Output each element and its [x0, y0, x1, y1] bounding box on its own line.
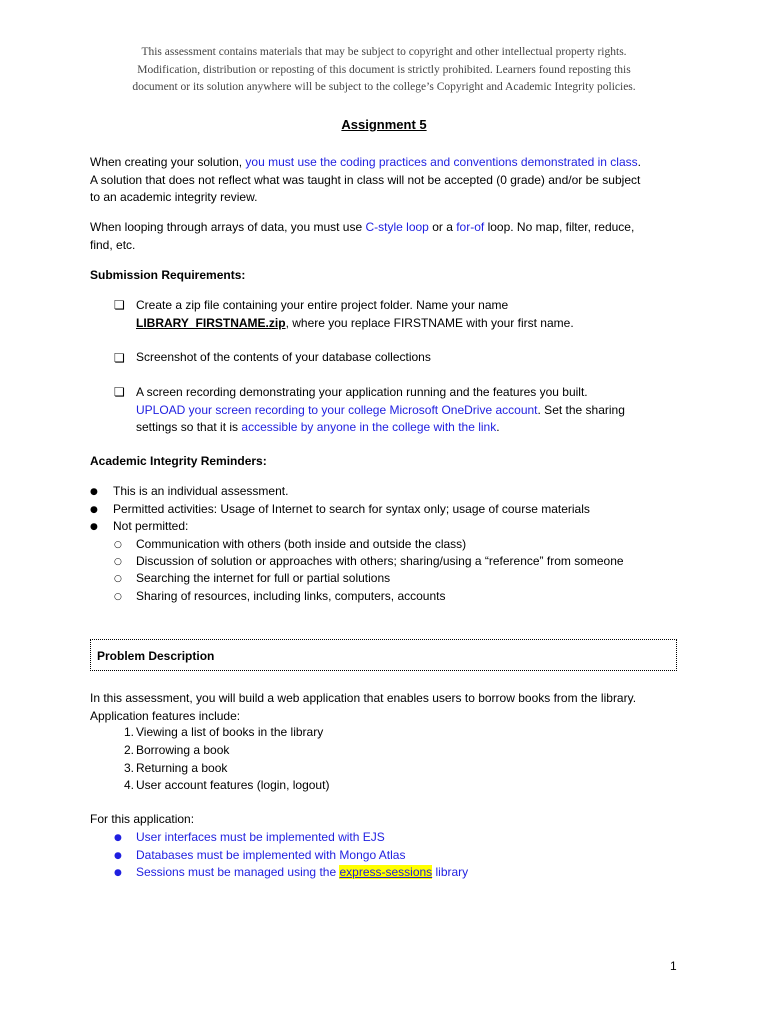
submission-item-3	[136, 384, 696, 437]
integrity-sub-bullet-4: Sharing of resources, including links, computers, accounts	[136, 589, 446, 603]
bullet-icon: ●	[90, 522, 98, 532]
list-number: 4.	[123, 778, 134, 792]
intro-paragraph-2	[90, 219, 690, 254]
checkbox-icon[interactable]: ❏	[114, 298, 125, 312]
notice-line-3: document or its solution anywhere will be subject to the college’s Copyright and Academic Integrity policies.	[132, 81, 636, 93]
submission-item-3-after: . Set the sharing	[537, 402, 625, 417]
intro-p1-line3: to an academic integrity review.	[90, 190, 258, 204]
for-this-application: For this application:	[90, 812, 195, 826]
integrity-bullet-2: Permitted activities: Usage of Internet to search for syntax only; usage of course materials	[113, 502, 590, 516]
circle-bullet-icon: ○	[114, 540, 122, 550]
intro-p2-text: When looping through arrays of data, you must use	[90, 220, 366, 234]
feature-item-3: Returning a book	[136, 761, 228, 775]
notice-line-2: Modification, distribution or reposting of this document is strictly prohibited. Learners found reposting this	[137, 63, 631, 76]
bullet-icon: ●	[90, 505, 98, 515]
sharing-period: .	[496, 420, 500, 434]
express-sessions-highlight: express-sessions	[339, 865, 433, 879]
page-title: Assignment 5	[341, 117, 427, 132]
problem-description-box	[90, 639, 677, 671]
integrity-bullet-3: Not permitted:	[113, 519, 189, 533]
bullet-icon: ●	[114, 833, 122, 843]
upload-instruction: UPLOAD your screen recording to your college Microsoft OneDrive account	[136, 402, 538, 417]
sessions-text: Sessions must be managed using the	[136, 865, 340, 879]
zip-filename: LIBRARY_FIRSTNAME.zip	[136, 315, 286, 330]
page-number: 1	[670, 959, 677, 973]
intro-p2-rest: loop. No map, filter, reduce,	[484, 220, 635, 234]
feature-item-2: Borrowing a book	[136, 743, 230, 757]
requirement-ejs: User interfaces must be implemented with EJS	[136, 830, 385, 844]
submission-item-2: Screenshot of the contents of your database collections	[136, 350, 431, 364]
intro-p1-text: When creating your solution,	[90, 155, 246, 169]
intro-p1-period: .	[637, 155, 641, 169]
problem-paragraph	[90, 690, 690, 725]
feature-item-4: User account features (login, logout)	[136, 778, 330, 792]
problem-p1: In this assessment, you will build a web application that enables users to borrow books from the library.	[90, 691, 637, 705]
circle-bullet-icon: ○	[114, 592, 122, 602]
notice-line-1: This assessment contains materials that may be subject to copyright and other intellectual property rights.	[141, 46, 627, 58]
requirement-sessions	[136, 864, 696, 882]
c-style-loop: C-style loop	[365, 220, 429, 234]
bullet-icon: ●	[114, 851, 122, 861]
sharing-access-instruction: accessible by anyone in the college with the link	[241, 420, 497, 434]
submission-item-3-line1: A screen recording demonstrating your application running and the features you built.	[136, 385, 588, 399]
for-of-loop: for-of	[456, 220, 485, 234]
integrity-sub-bullet-2: Discussion of solution or approaches with others; sharing/using a “reference” from someone	[136, 554, 624, 568]
submission-item-1-rest: , where you replace FIRSTNAME with your first name.	[285, 315, 574, 330]
integrity-heading: Academic Integrity Reminders:	[90, 454, 267, 468]
circle-bullet-icon: ○	[114, 574, 122, 584]
integrity-sub-bullet-3: Searching the internet for full or partial solutions	[136, 571, 391, 585]
copyright-notice	[95, 44, 673, 97]
intro-p2-or: or a	[428, 220, 457, 234]
list-number: 1.	[123, 725, 134, 739]
intro-p1-line2: A solution that does not reflect what was taught in class will not be accepted (0 grade) and/or be subject	[90, 172, 641, 187]
intro-p2-line2: find, etc.	[90, 237, 136, 252]
problem-p2: Application features include:	[90, 708, 241, 723]
circle-bullet-icon: ○	[114, 557, 122, 567]
checkbox-icon[interactable]: ❏	[114, 385, 125, 399]
submission-heading: Submission Requirements:	[90, 268, 246, 282]
feature-item-1: Viewing a list of books in the library	[136, 725, 324, 739]
list-number: 2.	[123, 743, 134, 757]
list-number: 3.	[123, 761, 134, 775]
problem-description-label: Problem Description	[97, 649, 215, 663]
intro-paragraph-1	[90, 154, 690, 207]
checkbox-icon[interactable]: ❏	[114, 351, 125, 365]
intro-p1-emphasis: you must use the coding practices and conventions demonstrated in class	[245, 155, 638, 169]
requirement-mongo: Databases must be implemented with Mongo Atlas	[136, 848, 406, 862]
integrity-sub-bullet-1: Communication with others (both inside and outside the class)	[136, 537, 467, 551]
submission-item-1-line1: Create a zip file containing your entire project folder. Name your name	[136, 298, 509, 312]
bullet-icon: ●	[114, 868, 122, 878]
submission-item-1	[136, 297, 696, 332]
integrity-bullet-1: This is an individual assessment.	[113, 484, 289, 498]
sharing-settings-text: settings so that it is	[136, 420, 242, 434]
library-text: library	[432, 865, 469, 879]
bullet-icon: ●	[90, 487, 98, 497]
